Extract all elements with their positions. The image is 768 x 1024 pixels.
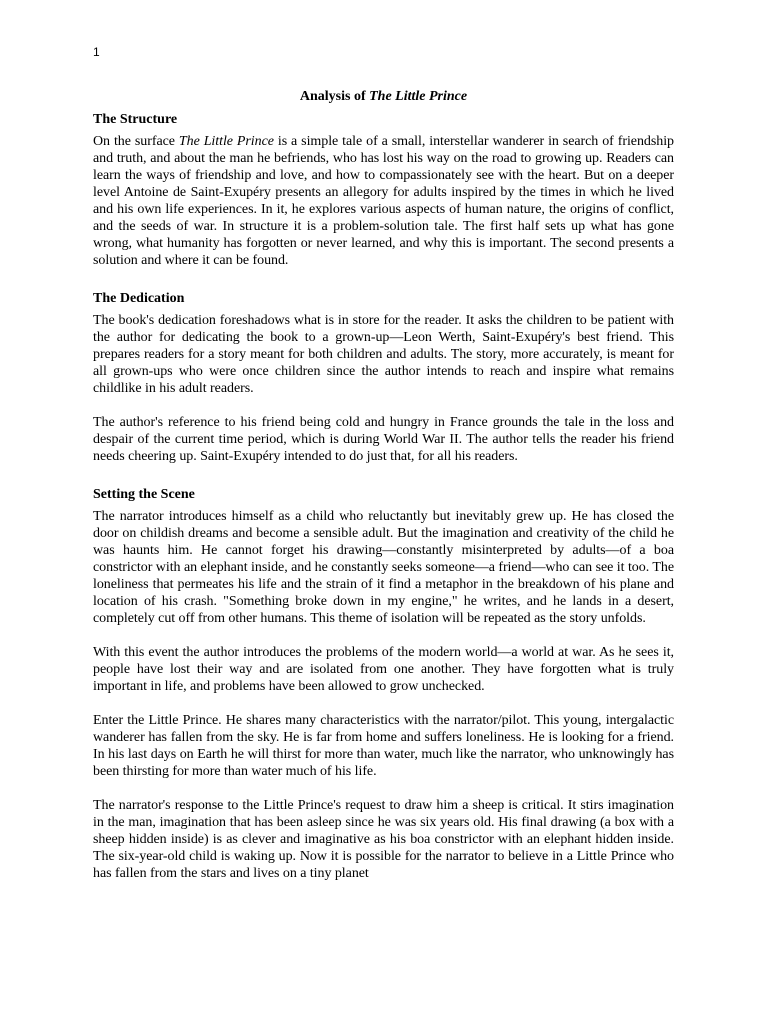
structure-book-name: The Little Prince <box>178 134 274 149</box>
title-book-name: The Little Prince <box>369 89 468 104</box>
structure-lead-text: On the surface <box>93 134 179 149</box>
paragraph-dedication-2: The author's reference to his friend being cold and hungry in France grounds the tale in the loss and despair of the current time period, which is during World War II. The author tells the reader his friend needs cheering up. Saint-Exupéry intended to do just that, for all his readers. <box>93 415 674 464</box>
spacer <box>93 269 674 290</box>
spacer <box>93 465 674 486</box>
heading-setting-the-scene: Setting the Scene <box>93 487 195 502</box>
spacer <box>93 397 674 414</box>
structure-rest-text: is a simple tale of a small, interstellar wanderer in search of friendship and truth, and about the man he befriends, who has lost his way on the road to growing up. Readers can learn the ways of friendship and love, and how to compassionately see with the heart. But on a deeper level Antoine de Saint-Exupéry presents an allegory for adults inspired by the times in which he lived and his own life experiences. In it, he explores various aspects of human nature, the origins of conflict, and the seeds of war. In structure it is a problem-solution tale. The first half sets up what has gone wrong, what humanity has forgotten or never learned, and why this is important. The second presents a solution and where it can be found. <box>93 134 674 268</box>
page-number: 1 <box>93 45 100 59</box>
paragraph-scene-2: With this event the author introduces the problems of the modern world—a world at war. As he sees it, people have lost their way and are isolated from one another. They have forgotten what is truly important in life, and problems have been allowed to grow unchecked. <box>93 645 674 694</box>
spacer <box>93 627 674 644</box>
paragraph-structure-1 <box>93 133 674 269</box>
title-prefix: Analysis of <box>299 89 370 104</box>
document-title <box>93 88 674 105</box>
spacer <box>93 695 674 712</box>
heading-the-dedication: The Dedication <box>93 291 185 306</box>
heading-the-structure: The Structure <box>93 112 178 127</box>
paragraph-scene-3: Enter the Little Prince. He shares many characteristics with the narrator/pilot. This young, intergalactic wanderer has fallen from the sky. He is far from home and suffers loneliness. He is looking for a friend. In his last days on Earth he will thirst for more than water, much like the narrator, who unknowingly has been thirsting for more than water much of his life. <box>93 713 674 779</box>
paragraph-scene-1: The narrator introduces himself as a child who reluctantly but inevitably grew up. He has closed the door on childish dreams and become a sensible adult. But the imagination and creativity of the child he was haunts him. He cannot forget his drawing—constantly misinterpreted by adults—of a boa constrictor with an elephant inside, and he constantly seeks someone—a friend—who can see it too. The loneliness that permeates his life and the strain of it find a metaphor in the breakdown of his plane and location of his crash. "Something broke down in my engine," he writes, and he lands in a desert, completely cut off from other humans. This theme of isolation will be repeated as the story unfolds. <box>93 509 674 626</box>
paragraph-dedication-1: The book's dedication foreshadows what is in store for the reader. It asks the children to be patient with the author for dedicating the book to a grown-up—Leon Werth, Saint-Exupéry's best friend. This prepares readers for a story meant for both children and adults. The story, more accurately, is meant for all grown-ups who were once children since the author intends to reach and inspire what remains childlike in his adult readers. <box>93 313 674 396</box>
spacer <box>93 780 674 797</box>
paragraph-scene-4: The narrator's response to the Little Prince's request to draw him a sheep is critical. It stirs imagination in the man, imagination that has been asleep since he was six years old. His final drawing (a box with a sheep hidden inside) is as clever and imaginative as his boa constrictor with an elephant hidden inside. The six-year-old child is waking up. Now it is possible for the narrator to believe in a Little Prince who has fallen from the stars and lives on a tiny planet <box>93 798 674 881</box>
document-body <box>93 88 674 882</box>
